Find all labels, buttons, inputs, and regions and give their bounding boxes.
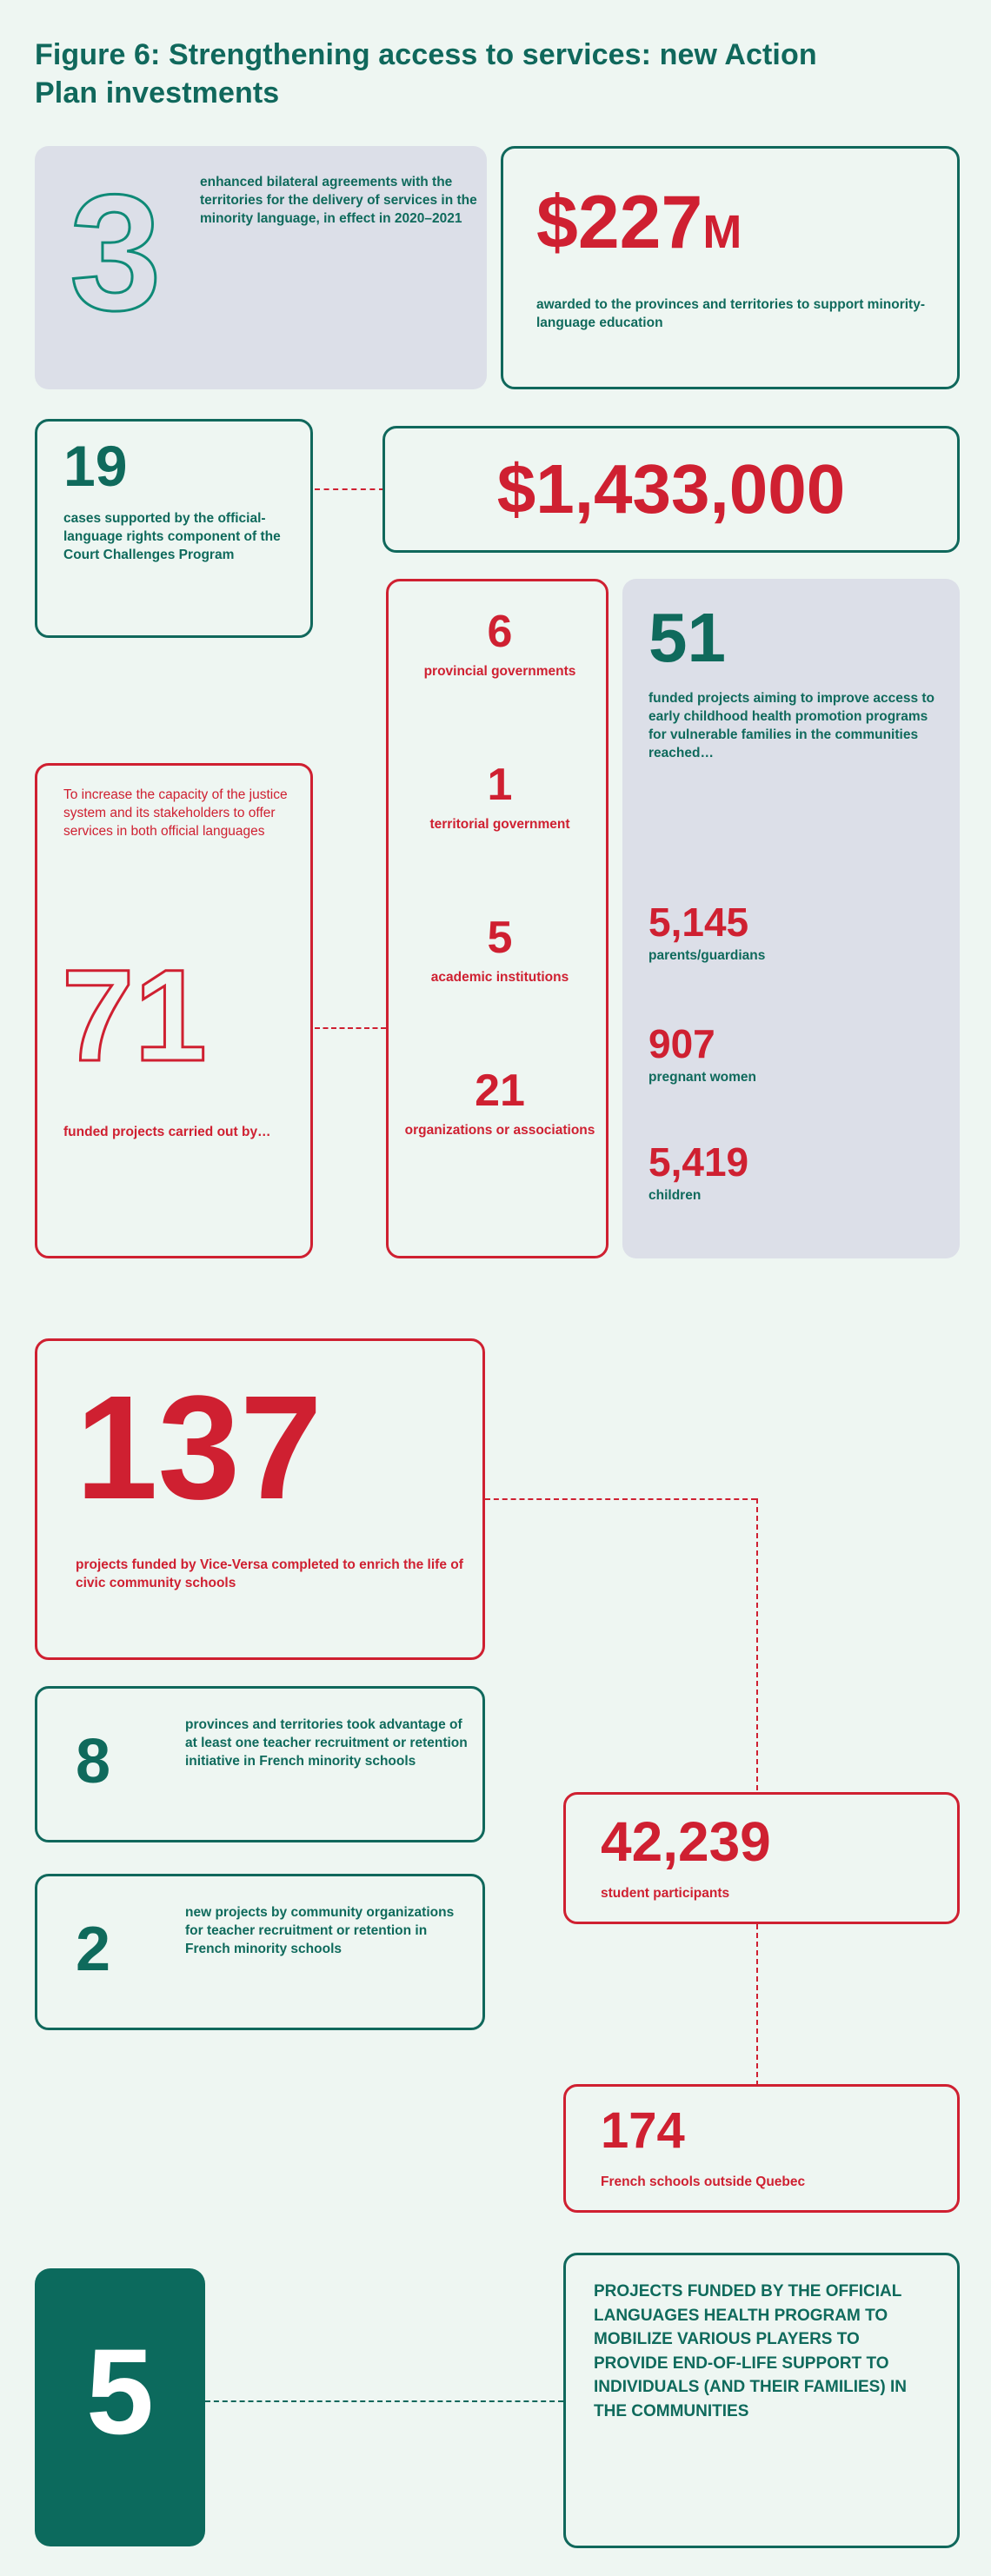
teacher-recruitment-caption: provinces and territories took advantage of at least one teacher recruitment or retention initiative in French minority schools	[185, 1717, 468, 1769]
health-reached-0-value: 5,145	[648, 900, 749, 945]
list-item	[648, 902, 944, 966]
card-justice-capacity	[35, 763, 313, 1258]
education-funding-caption: awarded to the provinces and territories to support minority-language education	[536, 297, 925, 330]
card-french-schools	[563, 2084, 960, 2213]
figure-title: Figure 6: Strengthening access to services: new Action Plan investments	[35, 38, 817, 110]
connector-vice-versa-horizontal	[485, 1498, 756, 1500]
card-court-challenges-amount	[382, 426, 960, 553]
health-program-value: 5	[86, 2323, 154, 2460]
court-challenges-value: 19	[63, 434, 128, 498]
card-student-participants	[563, 1792, 960, 1924]
french-schools-caption: French schools outside Quebec	[601, 2174, 806, 2189]
list-item	[389, 762, 611, 834]
carried-out-by-0-value: 6	[487, 607, 513, 657]
carried-out-by-3-value: 21	[475, 1066, 525, 1116]
education-funding-amount: $227	[536, 181, 703, 264]
card-carried-out-by	[386, 579, 609, 1258]
carried-out-by-1-caption: territorial government	[429, 817, 570, 832]
connector-justice-breakdown	[315, 1027, 386, 1029]
card-education-funding	[501, 146, 960, 389]
education-funding-value	[536, 181, 742, 264]
list-item	[389, 915, 611, 987]
student-participants-caption: student participants	[601, 1886, 730, 1901]
carried-out-by-2-value: 5	[487, 913, 513, 963]
list-item	[389, 1068, 611, 1140]
bilateral-agreements-value: 3	[70, 161, 162, 345]
teacher-recruitment-value: 8	[76, 1727, 111, 1796]
card-health-program-value	[35, 2268, 205, 2546]
card-bilateral-agreements	[35, 146, 487, 389]
french-schools-value: 174	[601, 2102, 685, 2159]
education-funding-unit: M	[702, 206, 742, 258]
community-projects-caption: new projects by community organizations for teacher recruitment or retention in French minority schools	[185, 1905, 455, 1956]
carried-out-by-2-caption: academic institutions	[430, 970, 569, 985]
health-reached-2-caption: children	[648, 1188, 702, 1203]
list-item	[648, 1139, 944, 1205]
health-reached-1-value: 907	[648, 1021, 715, 1066]
health-promotion-value: 51	[648, 599, 726, 676]
connector-health-program	[205, 2400, 563, 2402]
card-health-promotion	[622, 579, 960, 1258]
card-vice-versa	[35, 1338, 485, 1660]
carried-out-by-0-caption: provincial governments	[423, 664, 576, 679]
bilateral-agreements-caption: enhanced bilateral agreements with the territories for the delivery of services in the minority language, in effect in 2020–2021	[200, 175, 477, 226]
vice-versa-caption: projects funded by Vice-Versa completed to enrich the life of civic community schools	[76, 1557, 463, 1590]
card-teacher-recruitment-provinces	[35, 1686, 485, 1842]
health-program-caption: PROJECTS FUNDED BY THE OFFICIAL LANGUAGES HEALTH PROGRAM TO MOBILIZE VARIOUS PLAYERS TO PROVIDE END-OF-LIFE SUPPORT TO INDIVIDUALS (AND THEIR FAMILIES) IN THE COMMUNITIES	[594, 2282, 907, 2420]
carried-out-by-3-caption: organizations or associations	[404, 1123, 595, 1138]
vice-versa-value: 137	[76, 1365, 323, 1530]
health-promotion-caption: funded projects aiming to improve access to early childhood health promotion programs for vulnerable families in the communities reached…	[648, 691, 935, 760]
card-court-challenges	[35, 419, 313, 638]
court-challenges-caption: cases supported by the official-language rights component of the Court Challenges Program	[63, 511, 281, 562]
justice-capacity-lead: To increase the capacity of the justice system and its stakeholders to offer services in both official languages	[63, 787, 288, 839]
justice-capacity-value: 71	[62, 942, 207, 1088]
court-challenges-amount-value: $1,433,000	[496, 450, 846, 528]
health-reached-2-value: 5,419	[648, 1139, 749, 1185]
list-item	[648, 1021, 944, 1087]
community-projects-value: 2	[76, 1915, 111, 1984]
card-health-program-caption	[563, 2253, 960, 2548]
carried-out-by-1-value: 1	[487, 760, 513, 810]
student-participants-value: 42,239	[601, 1810, 771, 1873]
justice-capacity-caption: funded projects carried out by…	[63, 1125, 271, 1139]
health-reached-0-caption: parents/guardians	[648, 948, 766, 963]
health-reached-1-caption: pregnant women	[648, 1070, 757, 1085]
connector-court-challenges	[315, 488, 384, 490]
card-community-projects	[35, 1874, 485, 2030]
list-item	[389, 609, 611, 681]
